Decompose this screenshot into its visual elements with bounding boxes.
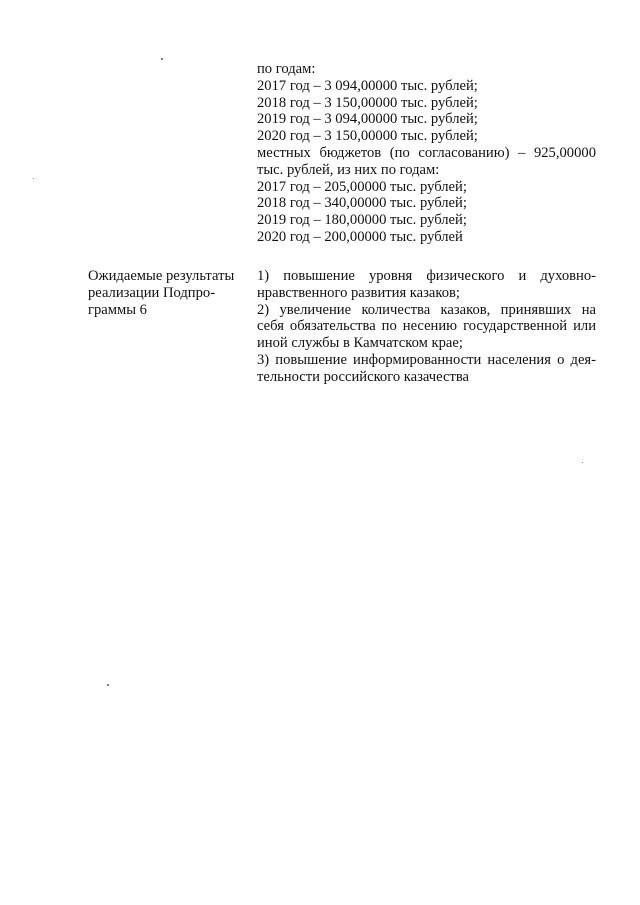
- budget-line: 2017 год – 205,00000 тыс. рублей;: [257, 178, 467, 195]
- results-label-line: граммы 6: [88, 301, 147, 318]
- result-item-line: 3) повышение информированности населения о дея-: [257, 351, 596, 368]
- budget-line: 2020 год – 200,00000 тыс. рублей: [257, 228, 463, 245]
- budget-line: 2019 год – 3 094,00000 тыс. рублей;: [257, 111, 478, 128]
- result-item-line: 2) увеличение количества казаков, принявших на: [257, 301, 596, 318]
- result-item-line: 1) повышение уровня физического и духовно-: [257, 268, 596, 284]
- budget-line: 2018 год – 340,00000 тыс. рублей;: [257, 195, 467, 212]
- results-label-line: Ожидаемые результаты: [88, 268, 235, 284]
- budget-line: тыс. рублей, из них по годам:: [257, 161, 440, 178]
- budget-line: по годам:: [257, 61, 316, 77]
- scan-speck: [107, 684, 109, 686]
- scan-speck: [582, 462, 583, 463]
- result-item-line: себя обязательства по несению государственной или: [257, 318, 596, 335]
- scan-speck: [161, 58, 163, 60]
- scan-speck: [33, 178, 34, 179]
- results-label-line: реализации Подпро-: [88, 284, 216, 301]
- expected-results-label: [88, 268, 248, 318]
- result-item-line: тельности российского казачества: [257, 368, 470, 385]
- budget-line: местных бюджетов (по согласованию) – 925,00000: [257, 144, 596, 161]
- result-item-line: иной службы в Камчатском крае;: [257, 335, 463, 352]
- budget-line: 2018 год – 3 150,00000 тыс. рублей;: [257, 94, 478, 111]
- result-item-line: нравственного развития казаков;: [257, 284, 460, 301]
- budget-by-year-block: [257, 61, 596, 246]
- budget-line: 2017 год – 3 094,00000 тыс. рублей;: [257, 77, 478, 94]
- budget-line: 2019 год – 180,00000 тыс. рублей;: [257, 212, 467, 229]
- expected-results-list: [257, 268, 596, 386]
- budget-line: 2020 год – 3 150,00000 тыс. рублей;: [257, 128, 478, 145]
